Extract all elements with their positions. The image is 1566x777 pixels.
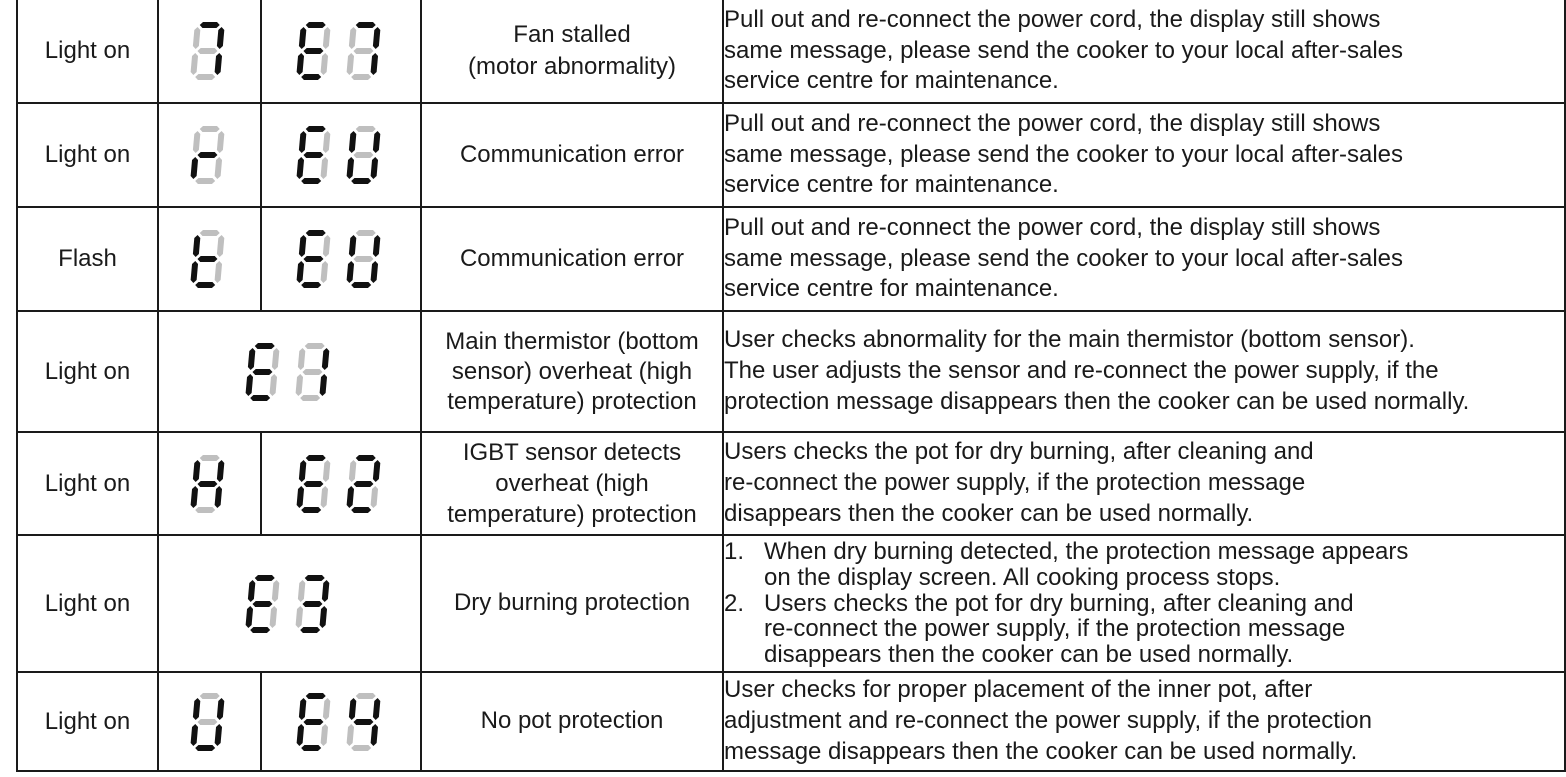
segment-d (301, 507, 322, 513)
error-cause: IGBT sensor detects overheat (high temperature) protection (421, 432, 723, 535)
segment-d (249, 395, 270, 401)
error-code-display (158, 311, 421, 432)
seven-segment-display (187, 122, 233, 188)
segment-e (346, 724, 354, 746)
display-digit (346, 693, 381, 751)
display-digit (296, 126, 331, 184)
segment-d (194, 178, 215, 184)
segment-e (295, 606, 303, 628)
display-digit (346, 230, 381, 288)
segment-f (299, 131, 307, 153)
segment-f (349, 131, 357, 153)
segment-a (304, 343, 325, 349)
segment-c (214, 486, 222, 508)
segment-c (320, 724, 328, 746)
segment-f (247, 348, 255, 370)
segment-a (355, 693, 376, 699)
segment-d (249, 627, 270, 633)
segment-b (321, 348, 329, 370)
indicator-display (158, 103, 261, 207)
segment-g (303, 719, 324, 725)
error-code-display (158, 535, 421, 672)
segment-e (190, 724, 198, 746)
indicator-display (158, 0, 261, 103)
indicator-status: Light on (17, 311, 158, 432)
segment-b (323, 235, 331, 257)
segment-c (370, 53, 378, 75)
segment-b (216, 698, 224, 720)
segment-e (190, 157, 198, 179)
indicator-status: Light on (17, 103, 158, 207)
table-row (17, 432, 1565, 535)
indicator-display (158, 432, 261, 535)
segment-g (353, 481, 374, 487)
segment-f (299, 235, 307, 257)
solution-step: 1. When dry burning detected, the protection message appears on the display screen. All cooking process stops. (724, 537, 1409, 591)
segment-c (370, 157, 378, 179)
seven-segment-display (242, 339, 338, 405)
segment-b (323, 131, 331, 153)
error-code-display (261, 103, 421, 207)
segment-b (216, 27, 224, 49)
segment-f (349, 27, 357, 49)
segment-a (305, 126, 326, 132)
seven-segment-display (187, 226, 233, 292)
segment-c (370, 724, 378, 746)
display-digit (294, 343, 329, 401)
segment-a (305, 230, 326, 236)
table-row (17, 535, 1565, 672)
error-solution: User checks for proper placement of the inner pot, after adjustment and re-connect the power supply, if the protection message disappears then the cooker can be used normally. (723, 672, 1565, 771)
segment-d (194, 74, 215, 80)
segment-e (245, 374, 253, 396)
segment-b (271, 348, 279, 370)
solution-step: 2. Users checks the pot for dry burning, after cleaning and re-connect the power supply, if the protection message disappears then the cooker can be used normally. (724, 589, 1354, 669)
segment-d (301, 74, 322, 80)
segment-b (216, 235, 224, 257)
seven-segment-display (187, 689, 233, 755)
segment-b (216, 460, 224, 482)
error-solution (723, 535, 1565, 672)
segment-g (302, 369, 323, 375)
table-row (17, 311, 1565, 432)
segment-e (296, 261, 304, 283)
segment-e (346, 261, 354, 283)
table-row (17, 672, 1565, 771)
error-solution: User checks abnormality for the main thermistor (bottom sensor). The user adjusts the sensor and re-connect the power supply, if the protection message disappears then the cooker can be used normally. (723, 311, 1565, 432)
display-digit (296, 22, 331, 80)
segment-b (216, 131, 224, 153)
display-digit (189, 126, 224, 184)
indicator-display (158, 672, 261, 771)
display-digit (346, 455, 381, 513)
segment-g (353, 48, 374, 54)
segment-d (194, 282, 215, 288)
segment-a (199, 230, 220, 236)
segment-d (194, 507, 215, 513)
error-code-display (261, 672, 421, 771)
segment-d (299, 395, 320, 401)
segment-g (197, 48, 218, 54)
error-code-display (261, 432, 421, 535)
segment-d (299, 627, 320, 633)
error-solution: Pull out and re-connect the power cord, the display still shows same message, please send the cooker to your local after-sales service centre for maintenance. (723, 207, 1565, 311)
segment-f (192, 698, 200, 720)
segment-f (349, 235, 357, 257)
indicator-status: Light on (17, 0, 158, 103)
segment-c (214, 53, 222, 75)
segment-c (320, 486, 328, 508)
display-digit (244, 575, 279, 633)
segment-d (351, 74, 372, 80)
error-cause: No pot protection (421, 672, 723, 771)
segment-c (214, 724, 222, 746)
segment-f (192, 235, 200, 257)
segment-c (319, 374, 327, 396)
segment-b (373, 698, 381, 720)
segment-a (199, 693, 220, 699)
segment-a (254, 343, 275, 349)
indicator-status: Light on (17, 672, 158, 771)
segment-c (269, 374, 277, 396)
seven-segment-display (293, 18, 389, 84)
segment-b (373, 131, 381, 153)
segment-g (353, 152, 374, 158)
segment-a (199, 126, 220, 132)
segment-c (370, 486, 378, 508)
display-digit (296, 693, 331, 751)
segment-f (192, 27, 200, 49)
display-digit (296, 230, 331, 288)
indicator-status: Flash (17, 207, 158, 311)
error-code-table (16, 0, 1566, 772)
segment-g (353, 719, 374, 725)
segment-c (269, 606, 277, 628)
error-cause: Communication error (421, 207, 723, 311)
segment-d (351, 178, 372, 184)
segment-a (305, 693, 326, 699)
segment-f (297, 580, 305, 602)
table-row (17, 103, 1565, 207)
segment-f (299, 698, 307, 720)
segment-f (299, 27, 307, 49)
error-code-display (261, 207, 421, 311)
segment-a (355, 22, 376, 28)
segment-e (346, 486, 354, 508)
segment-b (373, 235, 381, 257)
segment-f (299, 460, 307, 482)
seven-segment-display (242, 571, 338, 637)
segment-b (373, 460, 381, 482)
segment-f (192, 460, 200, 482)
segment-b (373, 27, 381, 49)
segment-d (351, 745, 372, 751)
error-cause: Fan stalled (motor abnormality) (421, 0, 723, 103)
segment-g (303, 152, 324, 158)
segment-g (353, 256, 374, 262)
segment-e (296, 53, 304, 75)
error-cause: Main thermistor (bottom sensor) overheat (high temperature) protection (421, 311, 723, 432)
segment-c (320, 261, 328, 283)
seven-segment-display (187, 451, 233, 517)
segment-c (319, 606, 327, 628)
indicator-status: Light on (17, 432, 158, 535)
segment-a (305, 22, 326, 28)
segment-f (349, 698, 357, 720)
indicator-display (158, 207, 261, 311)
segment-a (355, 126, 376, 132)
segment-b (323, 27, 331, 49)
error-code-display (261, 0, 421, 103)
segment-e (346, 53, 354, 75)
error-solution: Pull out and re-connect the power cord, the display still shows same message, please send the cooker to your local after-sales service centre for maintenance. (723, 0, 1565, 103)
display-digit (244, 343, 279, 401)
seven-segment-display (293, 122, 389, 188)
display-digit (189, 22, 224, 80)
segment-b (323, 698, 331, 720)
seven-segment-display (293, 226, 389, 292)
segment-d (194, 745, 215, 751)
segment-f (247, 580, 255, 602)
segment-a (199, 455, 220, 461)
segment-e (190, 261, 198, 283)
segment-a (355, 455, 376, 461)
indicator-status: Light on (17, 535, 158, 672)
segment-b (323, 460, 331, 482)
segment-d (351, 282, 372, 288)
segment-g (252, 369, 273, 375)
segment-f (192, 131, 200, 153)
display-digit (346, 22, 381, 80)
segment-e (346, 157, 354, 179)
segment-g (197, 481, 218, 487)
segment-c (320, 157, 328, 179)
segment-c (370, 261, 378, 283)
segment-b (271, 580, 279, 602)
seven-segment-display (293, 451, 389, 517)
table-row (17, 0, 1565, 103)
error-solution: Users checks the pot for dry burning, after cleaning and re-connect the power supply, if the protection message disappears then the cooker can be used normally. (723, 432, 1565, 535)
segment-a (305, 455, 326, 461)
segment-g (303, 48, 324, 54)
segment-g (303, 256, 324, 262)
seven-segment-display (187, 18, 233, 84)
segment-d (301, 178, 322, 184)
segment-b (321, 580, 329, 602)
segment-g (302, 601, 323, 607)
segment-g (197, 152, 218, 158)
display-digit (189, 455, 224, 513)
segment-d (301, 745, 322, 751)
segment-f (297, 348, 305, 370)
segment-e (296, 157, 304, 179)
segment-e (190, 53, 198, 75)
segment-c (214, 157, 222, 179)
segment-g (197, 256, 218, 262)
table-row (17, 207, 1565, 311)
segment-e (296, 724, 304, 746)
display-digit (296, 455, 331, 513)
segment-c (214, 261, 222, 283)
segment-a (355, 230, 376, 236)
seven-segment-display (293, 689, 389, 755)
error-cause: Dry burning protection (421, 535, 723, 672)
segment-a (199, 22, 220, 28)
segment-e (190, 486, 198, 508)
segment-a (254, 575, 275, 581)
display-digit (346, 126, 381, 184)
error-cause: Communication error (421, 103, 723, 207)
segment-g (197, 719, 218, 725)
segment-g (303, 481, 324, 487)
display-digit (189, 693, 224, 751)
segment-f (349, 460, 357, 482)
display-digit (189, 230, 224, 288)
segment-e (295, 374, 303, 396)
error-solution: Pull out and re-connect the power cord, the display still shows same message, please send the cooker to your local after-sales service centre for maintenance. (723, 103, 1565, 207)
segment-d (351, 507, 372, 513)
segment-e (245, 606, 253, 628)
segment-d (301, 282, 322, 288)
segment-a (304, 575, 325, 581)
segment-g (252, 601, 273, 607)
segment-e (296, 486, 304, 508)
display-digit (294, 575, 329, 633)
segment-c (320, 53, 328, 75)
